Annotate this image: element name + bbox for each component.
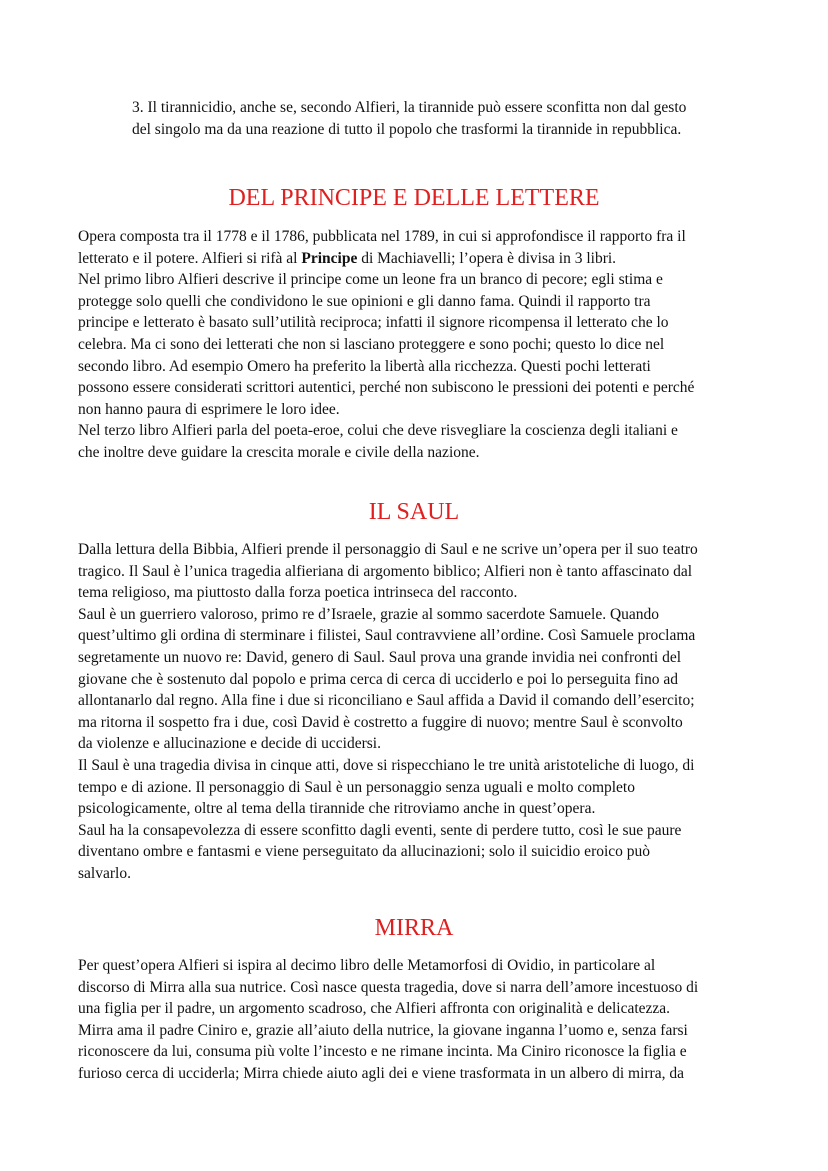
body-line: furioso cerca di ucciderla; Mirra chiede aiuto agli dei e viene trasformata in un albero di mirra, da [78, 1064, 684, 1082]
body-line: Opera composta tra il 1778 e il 1786, pubblicata nel 1789, in cui si approfondisce il rapporto fra il [78, 228, 686, 245]
text-fragment: di Machiavelli; l’opera è divisa in 3 libri. [357, 249, 617, 267]
body-line: che inoltre deve guidare la crescita morale e civile della nazione. [78, 443, 480, 461]
section-title-principe: DEL PRINCIPE E DELLE LETTERE [228, 185, 600, 211]
section-body-mirra [78, 955, 750, 1085]
intro-line: del singolo ma da una reazione di tutto il popolo che trasformi la tirannide in repubblica. [132, 121, 682, 138]
body-line: tempo e di azione. Il personaggio di Saul è un personaggio senza uguali e molto completo [78, 778, 635, 796]
body-line: Nel primo libro Alfieri descrive il principe come un leone fra un branco di pecore; egli stima e [78, 271, 663, 289]
body-line: salvarlo. [78, 864, 131, 882]
body-line [78, 248, 750, 270]
body-line: Il Saul è una tragedia divisa in cinque atti, dove si rispecchiano le tre unità aristoteliche di luogo, di [78, 756, 695, 774]
section-body-saul [78, 539, 750, 885]
body-line: Per quest’opera Alfieri si ispira al decimo libro delle Metamorfosi di Ovidio, in particolare al [78, 957, 656, 974]
body-line: possono essere considerati scrittori autentici, perché non subiscono le pressioni dei potenti e perché [78, 379, 695, 397]
body-line: allontanarlo dal regno. Alla fine i due si riconciliano e Saul affida a David il comando dell’esercito; [78, 692, 695, 710]
section-title-mirra: MIRRA [374, 915, 454, 941]
body-line: ma ritorna il sospetto fra i due, così David è costretto a fuggire di nuovo; mentre Saul è sconvolto [78, 713, 683, 731]
body-line: riconoscere da lui, consuma più volte l’incesto e ne rimane incinta. Ma Ciniro riconosce la figlia e [78, 1043, 687, 1061]
body-line: Mirra ama il padre Ciniro e, grazie all’aiuto della nutrice, la giovane inganna l’uomo e, senza farsi [78, 1021, 688, 1039]
body-line: Saul è un guerriero valoroso, primo re d’Israele, grazie al sommo sacerdote Samuele. Quando [78, 605, 660, 623]
body-line: Saul ha la consapevolezza di essere sconfitto dagli eventi, sente di perdere tutto, così le sue paure [78, 821, 682, 839]
body-line: segretamente un nuovo re: David, genero di Saul. Saul prova una grande invidia nei confronti del [78, 648, 682, 666]
section-title-saul: IL SAUL [368, 499, 460, 525]
body-line: Nel terzo libro Alfieri parla del poeta-eroe, colui che deve risvegliare la coscienza degli italiani e [78, 422, 678, 440]
body-line: non hanno paura di esprimere le loro idee. [78, 400, 340, 418]
body-line: diventano ombre e fantasmi e viene perseguitato da allucinazioni; solo il suicidio eroico può [78, 843, 651, 861]
body-line: celebra. Ma ci sono dei letterati che non si lasciano proteggere e sono pochi; questo lo dice nel [78, 335, 665, 353]
body-line: quest’ultimo gli ordina di sterminare i filistei, Saul contravviene all’ordine. Così Samuele proclama [78, 627, 696, 645]
body-line: una figlia per il padre, un argomento scadroso, che Alfieri affronta con originalità e delicatezza. [78, 1000, 671, 1018]
body-line: tragico. Il Saul è l’unica tragedia alfieriana di argomento biblico; Alfieri non è tanto affascinato dal [78, 562, 693, 580]
body-line: giovane che è sostenuto dal popolo e prima cerca di cerca di ucciderlo e poi lo perseguita fino ad [78, 670, 678, 688]
body-line: protegge solo quelli che condividono le sue opinioni e gli danno fama. Quindi il rapporto tra [78, 292, 651, 310]
body-line: tema religioso, ma piuttosto dalla forza poetica intrinseca del racconto. [78, 584, 518, 602]
body-line: discorso di Mirra alla sua nutrice. Così nasce questa tragedia, dove si narra dell’amore incestuoso di [78, 978, 699, 996]
intro-line: 3. Il tirannicidio, anche se, secondo Alfieri, la tirannide può essere sconfitta non dal gesto [132, 99, 687, 116]
intro-paragraph [132, 97, 772, 141]
body-line: Dalla lettura della Bibbia, Alfieri prende il personaggio di Saul e ne scrive un’opera per il suo teatro [78, 541, 698, 558]
body-line: principe e letterato è basato sull’utilità reciproca; infatti il signore ricompensa il letterato che lo [78, 314, 669, 332]
body-line: secondo libro. Ad esempio Omero ha preferito la libertà alla ricchezza. Questi pochi letterati [78, 357, 651, 375]
body-line: da violenze e allucinazione e decide di uccidersi. [78, 735, 381, 753]
text-fragment: letterato e il potere. Alfieri si rifà al [78, 249, 302, 267]
section-body-principe [78, 226, 750, 464]
body-line: psicologicamente, oltre al tema della tirannide che ritroviamo anche in quest’opera. [78, 800, 596, 818]
bold-term: Principe [301, 249, 358, 267]
